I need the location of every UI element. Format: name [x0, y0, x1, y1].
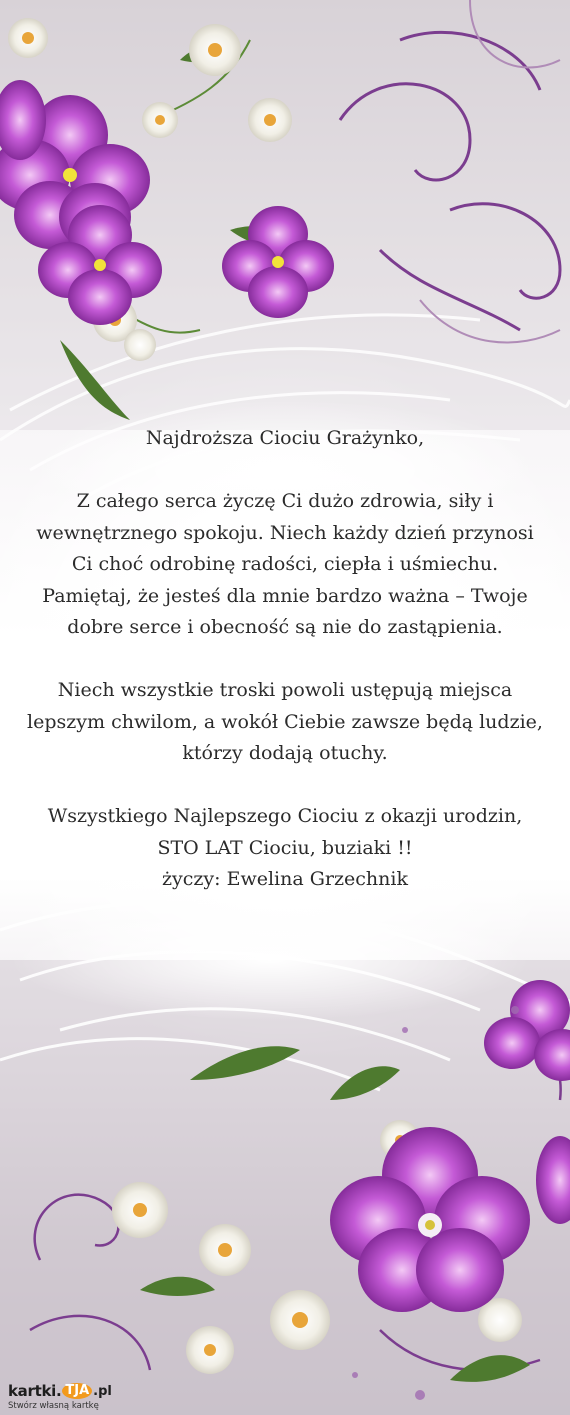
- message-line: dobre serce i obecność są nie do zastąpienia.: [67, 616, 503, 638]
- logo-kartki-text: kartki.: [8, 1382, 62, 1400]
- message-line: Niech wszystkie troski powoli ustępują miejsca: [57, 679, 513, 701]
- message-line: wewnętrznego spokoju. Niech każdy dzień przynosi: [36, 521, 534, 544]
- message-line: Z całego serca życzę Ci dużo zdrowia, siły i: [76, 490, 494, 512]
- closing-line: Wszystkiego Najlepszego Ciociu z okazji urodzin,: [47, 805, 523, 827]
- logo-tld-text: .pl: [93, 1383, 112, 1399]
- closing-line: STO LAT Ciociu, buziaki !!: [157, 836, 413, 859]
- logo-tagline: Stwórz własną kartkę: [8, 1401, 99, 1411]
- message-line: Pamiętaj, że jesteś dla mnie bardzo ważna – Twoje: [42, 584, 528, 607]
- message-line: Ci choć odrobinę radości, ciepła i uśmiechu.: [71, 553, 499, 575]
- message-line: lepszym chwilom, a wokół Ciebie zawsze będą ludzie,: [27, 710, 543, 733]
- greeting-line: Najdroższa Ciociu Grażynko,: [145, 427, 425, 449]
- logo-badge: TJA: [62, 1383, 92, 1399]
- card-message: [20, 423, 550, 896]
- site-logo-link[interactable]: [8, 1381, 120, 1413]
- message-line: którzy dodają otuchy.: [182, 742, 388, 764]
- site-logo: [8, 1381, 120, 1401]
- signature-line: życzy: Ewelina Grzechnik: [162, 868, 408, 890]
